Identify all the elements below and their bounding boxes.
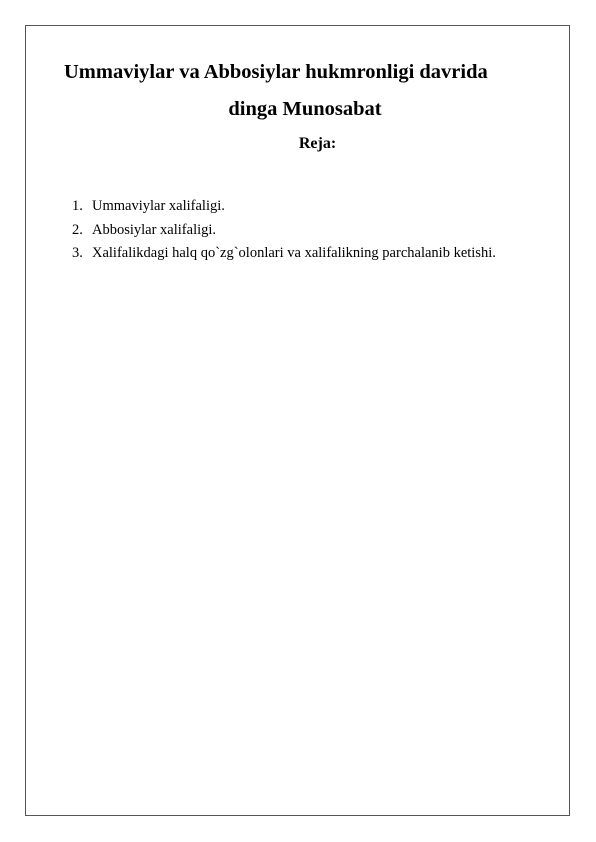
document-title-line-1: Ummaviylar va Abbosiylar hukmronligi davrida xyxy=(64,61,488,83)
plan-item-number: 2. xyxy=(72,221,83,238)
plan-item-text: Abbosiylar xalifaligi. xyxy=(92,221,217,238)
plan-list xyxy=(72,198,496,269)
plan-item-1 xyxy=(72,198,496,222)
plan-item-3 xyxy=(72,245,496,269)
plan-item-text: Xalifalikdagi halq qo`zg`olonlari va xalifalikning parchalanib ketishi. xyxy=(92,245,496,261)
plan-item-text: Ummaviylar xalifaligi. xyxy=(92,198,225,214)
plan-item-number: 3. xyxy=(72,245,83,261)
document-title-line-2: dinga Munosabat xyxy=(228,98,382,120)
plan-heading: Reja: xyxy=(298,135,337,152)
plan-item-number: 1. xyxy=(72,198,83,214)
plan-item-2 xyxy=(72,222,496,246)
